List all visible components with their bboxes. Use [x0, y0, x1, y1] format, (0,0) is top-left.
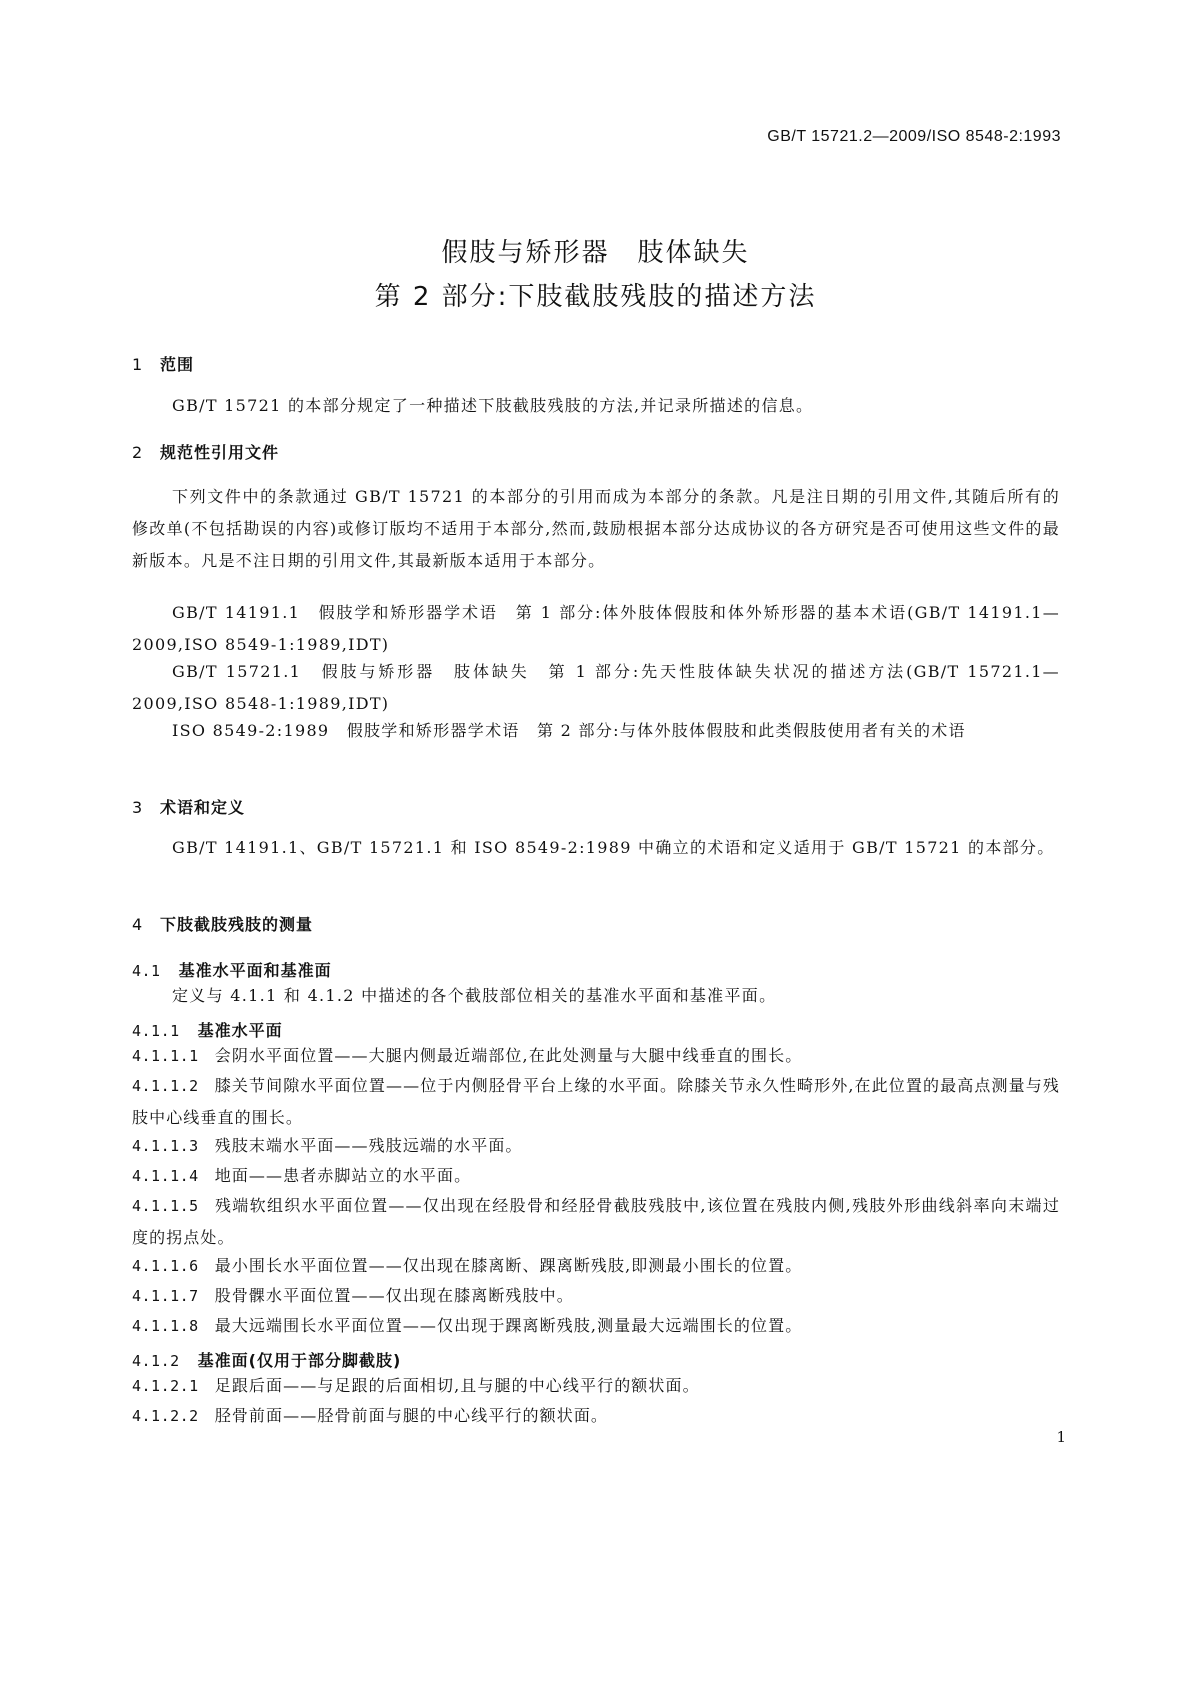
- section-2-heading: [132, 440, 279, 463]
- subsection-number: 4.1.1: [132, 1022, 180, 1040]
- section-number: 2: [132, 443, 144, 462]
- page-number: 1: [1056, 1428, 1066, 1446]
- section-number: 4: [132, 915, 144, 934]
- clause-text: 残端软组织水平面位置——仅出现在经股骨和经胫骨截肢残肢中,该位置在残肢内侧,残肢外形曲线斜率向末端过度的拐点处。: [132, 1196, 1060, 1247]
- clause-text: 残肢末端水平面——残肢远端的水平面。: [214, 1136, 523, 1155]
- clause-number: 4.1.1.1: [132, 1047, 199, 1065]
- clause-number: 4.1.1.7: [132, 1287, 199, 1305]
- subsection-title: 基准面(仅用于部分脚截肢): [197, 1351, 402, 1370]
- clause-text: 胫骨前面——胫骨前面与腿的中心线平行的额状面。: [214, 1406, 609, 1425]
- subsection-4-1-2-heading: [132, 1348, 401, 1371]
- clause-text: 最大远端围长水平面位置——仅出现于踝离断残肢,测量最大远端围长的位置。: [214, 1316, 803, 1335]
- subsection-4-1-1-heading: [132, 1018, 283, 1041]
- clause-text: 会阴水平面位置——大腿内侧最近端部位,在此处测量与大腿中线垂直的围长。: [214, 1046, 803, 1065]
- subsection-number: 4.1: [132, 962, 161, 980]
- clause-number: 4.1.2.2: [132, 1407, 199, 1425]
- clause-text: 足跟后面——与足跟的后面相切,且与腿的中心线平行的额状面。: [214, 1376, 700, 1395]
- section-2-text: 下列文件中的条款通过 GB/T 15721 的本部分的引用而成为本部分的条款。凡是注日期的引用文件,其随后所有的修改单(不包括勘误的内容)或修订版均不适用于本部分,然而,鼓励根据本部分达成协议的各方研究是否可使用这些文件的最新版本。凡是不注日期的引用文件,其最新版本适用于本部分。: [132, 487, 1060, 570]
- clause-number: 4.1.1.5: [132, 1197, 199, 1215]
- section-number: 3: [132, 798, 144, 817]
- clause-text: 股骨髁水平面位置——仅出现在膝离断残肢中。: [214, 1286, 574, 1305]
- clause-number: 4.1.2.1: [132, 1377, 199, 1395]
- section-1-text: GB/T 15721 的本部分规定了一种描述下肢截肢残肢的方法,并记录所描述的信息。: [172, 396, 814, 415]
- section-1-heading: [132, 352, 194, 375]
- section-title: 下肢截肢残肢的测量: [160, 915, 314, 934]
- subsection-title: 基准水平面和基准面: [178, 961, 332, 980]
- section-title: 术语和定义: [160, 798, 246, 817]
- section-3-heading: [132, 795, 245, 818]
- section-3-text: GB/T 14191.1、GB/T 15721.1 和 ISO 8549-2:1989 中确立的术语和定义适用于 GB/T 15721 的本部分。: [172, 838, 1055, 857]
- section-4-heading: [132, 912, 313, 935]
- clause-number: 4.1.1.4: [132, 1167, 199, 1185]
- reference-item: ISO 8549-2:1989 假肢学和矫形器学术语 第 2 部分:与体外肢体假肢和此类假肢使用者有关的术语: [172, 721, 966, 740]
- title-line-1: 假肢与矫形器 肢体缺失: [441, 238, 750, 268]
- clause-item: [132, 1040, 1060, 1072]
- standard-code: GB/T 15721.2—2009/ISO 8548-2:1993: [767, 128, 1061, 145]
- clause-item: [132, 1400, 1060, 1432]
- clause-text: 最小围长水平面位置——仅出现在膝离断、踝离断残肢,即测最小围长的位置。: [214, 1256, 803, 1275]
- clause-item: [132, 1250, 1060, 1282]
- subsection-4-1-text: 定义与 4.1.1 和 4.1.2 中描述的各个截肢部位相关的基准水平面和基准平面。: [172, 986, 777, 1005]
- subsection-4-1-heading: [132, 958, 332, 981]
- clause-item: [132, 1130, 1060, 1162]
- clause-number: 4.1.1.2: [132, 1077, 199, 1095]
- reference-item: GB/T 15721.1 假肢与矫形器 肢体缺失 第 1 部分:先天性肢体缺失状况的描述方法(GB/T 15721.1—2009,ISO 8548-1:1989,IDT): [132, 662, 1060, 713]
- title-line-2: 第 2 部分:下肢截肢残肢的描述方法: [374, 282, 817, 312]
- subsection-number: 4.1.2: [132, 1352, 180, 1370]
- section-title: 范围: [160, 355, 195, 374]
- clause-text: 膝关节间隙水平面位置——位于内侧胫骨平台上缘的水平面。除膝关节永久性畸形外,在此位置的最高点测量与残肢中心线垂直的围长。: [132, 1076, 1060, 1127]
- clause-number: 4.1.1.8: [132, 1317, 199, 1335]
- reference-item: GB/T 14191.1 假肢学和矫形器学术语 第 1 部分:体外肢体假肢和体外矫形器的基本术语(GB/T 14191.1—2009,ISO 8549-1:1989,IDT): [132, 603, 1060, 654]
- clause-item: [132, 1310, 1060, 1342]
- clause-item: [132, 1280, 1060, 1312]
- clause-item: [132, 1160, 1060, 1192]
- subsection-title: 基准水平面: [197, 1021, 283, 1040]
- section-number: 1: [132, 355, 144, 374]
- clause-text: 地面——患者赤脚站立的水平面。: [214, 1166, 472, 1185]
- clause-item: [132, 1070, 1060, 1134]
- clause-number: 4.1.1.3: [132, 1137, 199, 1155]
- section-title: 规范性引用文件: [160, 443, 280, 462]
- clause-number: 4.1.1.6: [132, 1257, 199, 1275]
- clause-item: [132, 1190, 1060, 1254]
- clause-item: [132, 1370, 1060, 1402]
